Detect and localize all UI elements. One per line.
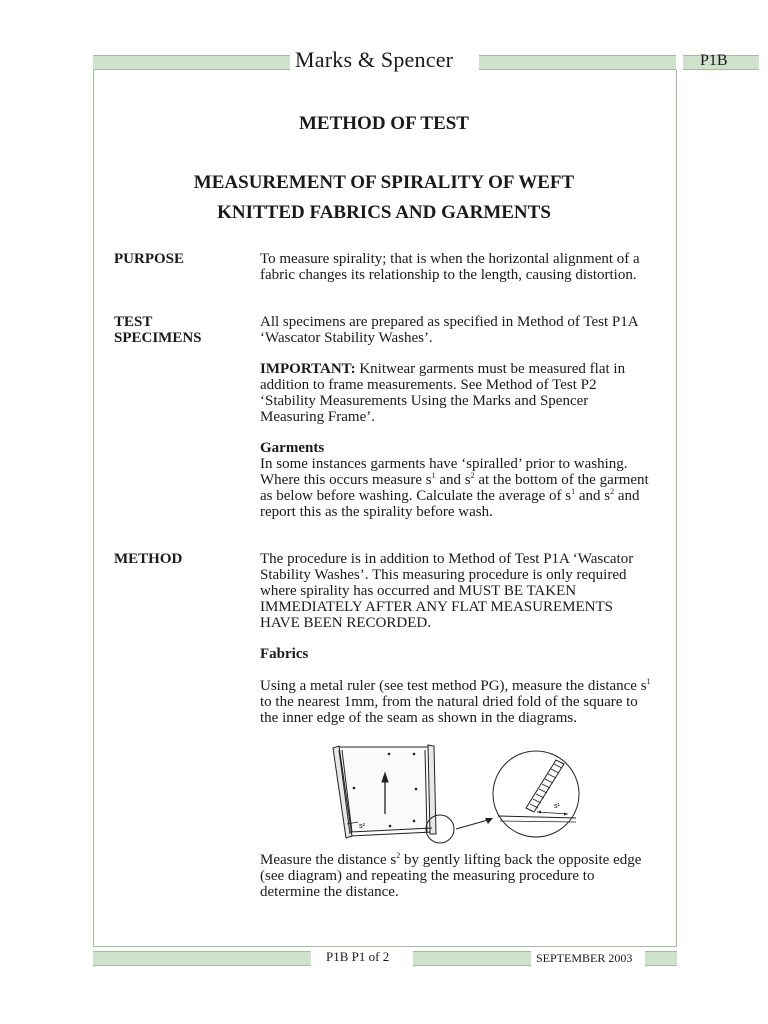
purpose-label: PURPOSE [114, 251, 185, 267]
brand-name: Marks & Spencer [295, 47, 454, 72]
test-specimens-label [114, 314, 202, 346]
document-code: P1B [700, 52, 728, 69]
important-label: IMPORTANT: [260, 361, 356, 377]
diagram-label-s2: s² [359, 823, 365, 830]
garments-text-2: and s [435, 472, 471, 488]
page-title: METHOD OF TEST [299, 113, 469, 134]
magnified-view [493, 751, 579, 837]
important-text: Knitwear garments must be measured flat in addition to frame measurements. See Method of Test P2 ‘Stability Measurements Using the Marks and Spencer Measuring Frame’. [260, 361, 626, 425]
header-band-left [93, 55, 290, 70]
test-specimens-label-line2: SPECIMENS [114, 330, 202, 346]
footer-band-right [645, 951, 677, 966]
garments-sup-2a: 2 [470, 471, 475, 480]
fabrics-paragraph [260, 678, 655, 726]
method-label: METHOD [114, 551, 183, 567]
page-subtitle-line1: MEASUREMENT OF SPIRALITY OF WEFT [193, 172, 575, 193]
garments-sup-1b: 1 [571, 487, 576, 496]
page-subtitle-line2: KNITTED FABRICS AND GARMENTS [217, 202, 551, 223]
important-paragraph [260, 361, 655, 425]
after-text-2: by gently lifting back the opposite edge (see diagram) and repeating the measuring procedure to determine the distance. [260, 852, 642, 900]
test-specimens-label-line1: TEST [114, 314, 153, 330]
garments-heading: Garments [260, 440, 325, 456]
footer-page-code: P1B P1 of 2 [326, 949, 390, 964]
fabrics-text-2: to the nearest 1mm, from the natural dried fold of the square to the inner edge of the seam as shown in the diagrams. [260, 694, 638, 726]
garments-text-5: and report this as the spirality before wash. [260, 488, 640, 520]
method-text: The procedure is in addition to Method of Test P1A ‘Wascator Stability Washes’. This measuring procedure is only required where spirality has occurred and MUST BE TAKEN IMMEDIATELY AFTER ANY FLAT MEASUREMENTS HAVE BEEN RECORDED. [260, 551, 634, 631]
garments-sup-1a: 1 [431, 471, 436, 480]
garments-paragraph [260, 456, 655, 520]
fabrics-heading: Fabrics [260, 646, 309, 662]
footer-band-middle [413, 951, 531, 966]
frame-bottom-border [93, 946, 677, 947]
after-text-1: Measure the distance s [260, 852, 397, 868]
measure-s2-paragraph [260, 852, 655, 900]
garments-text-1: In some instances garments have ‘spiralled’ prior to washing. Where this occurs measure s [260, 456, 628, 488]
fabric-square [333, 745, 436, 838]
test-specimens-text: All specimens are prepared as specified in Method of Test P1A ‘Wascator Stability Washes’. [260, 314, 638, 346]
after-sup-2: 2 [396, 851, 401, 860]
fabrics-sup-1: 1 [646, 677, 651, 686]
garments-sup-2b: 2 [610, 487, 615, 496]
footer-date: SEPTEMBER 2003 [536, 951, 633, 965]
diagram-label-s1: s¹ [554, 803, 560, 810]
garments-text-3: at the bottom of the garment as below before washing. Calculate the average of s [260, 472, 649, 504]
header-band-right [479, 55, 676, 70]
footer-band-left [93, 951, 311, 966]
garments-text-4: and s [575, 488, 611, 504]
purpose-text: To measure spirality; that is when the horizontal alignment of a fabric changes its relationship to the length, causing distortion. [260, 251, 640, 283]
spirality-diagram [330, 742, 590, 850]
fabrics-text-1: Using a metal ruler (see test method PG), measure the distance s [260, 678, 647, 694]
